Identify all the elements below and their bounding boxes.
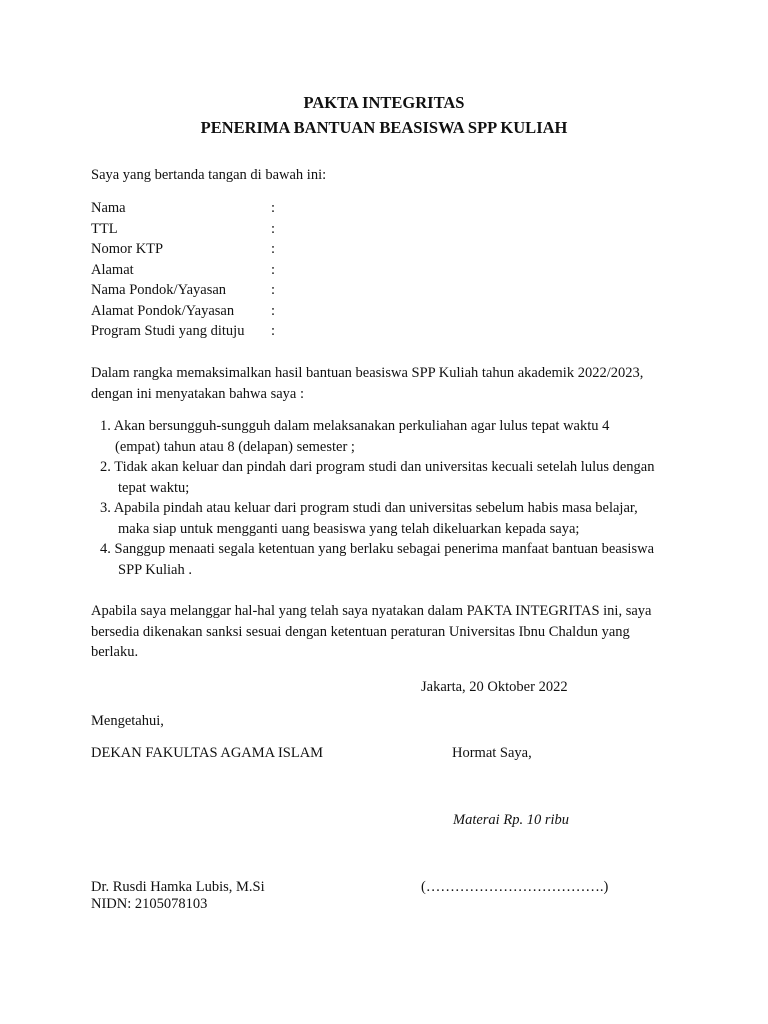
field-label: Nomor KTP: [91, 241, 164, 257]
field-label: Program Studi yang dituju: [91, 323, 245, 339]
stamp-duty-note: Materai Rp. 10 ribu: [453, 812, 569, 828]
statement-line: Dalam rangka memaksimalkan hasil bantuan beasiswa SPP Kuliah tahun akademik 2022/2023,: [91, 365, 644, 381]
list-item-continuation: (empat) tahun atau 8 (delapan) semester ;: [115, 438, 355, 455]
field-colon: :: [271, 220, 276, 237]
dean-nidn: NIDN: 2105078103: [91, 896, 208, 912]
field-colon: :: [271, 282, 276, 298]
list-item: 1. Akan bersungguh-sungguh dalam melaksanakan perkuliahan agar lulus tepat waktu 4: [100, 418, 610, 434]
list-item: 4. Sanggup menaati segala ketentuan yang berlaku sebagai penerima manfaat bantuan beasiswa: [100, 541, 655, 557]
closing-line: Apabila saya melanggar hal-hal yang telah saya nyatakan dalam PAKTA INTEGRITAS ini, saya: [91, 603, 652, 619]
signature-blank: (……………………………….): [421, 879, 609, 895]
closing-line: berlaku.: [91, 644, 139, 660]
dean-name: Dr. Rusdi Hamka Lubis, M.Si: [91, 879, 265, 895]
intro-text: Saya yang bertanda tangan di bawah ini:: [91, 167, 327, 183]
field-label: Alamat Pondok/Yayasan: [91, 302, 235, 319]
acknowledged-label: Mengetahui,: [91, 713, 164, 729]
regards-label: Hormat Saya,: [452, 745, 532, 761]
statement-line: dengan ini menyatakan bahwa saya :: [91, 385, 304, 402]
field-label: Nama Pondok/Yayasan: [91, 282, 227, 298]
list-item: 2. Tidak akan keluar dan pindah dari program studi dan universitas kecuali setelah lulus dengan: [100, 459, 655, 475]
field-colon: :: [271, 200, 276, 216]
dean-title: DEKAN FAKULTAS AGAMA ISLAM: [91, 745, 324, 761]
field-label: Nama: [91, 200, 126, 216]
field-label: Alamat: [91, 261, 134, 278]
place-date: Jakarta, 20 Oktober 2022: [421, 679, 568, 695]
list-item-continuation: tepat waktu;: [118, 479, 190, 496]
closing-line: bersedia dikenakan sanksi sesuai dengan ketentuan peraturan Universitas Ibnu Chaldun yang: [91, 623, 630, 640]
field-colon: :: [271, 261, 276, 278]
field-colon: :: [271, 241, 276, 257]
document-title: PAKTA INTEGRITAS: [303, 93, 465, 112]
field-label: TTL: [91, 220, 118, 237]
field-colon: :: [271, 302, 276, 319]
field-colon: :: [271, 323, 276, 339]
document-subtitle: PENERIMA BANTUAN BEASISWA SPP KULIAH: [200, 118, 568, 137]
list-item-continuation: maka siap untuk mengganti uang beasiswa yang telah dikeluarkan kepada saya;: [118, 520, 580, 537]
list-item: 3. Apabila pindah atau keluar dari program studi dan universitas sebelum habis masa belajar,: [100, 500, 638, 516]
list-item-continuation: SPP Kuliah .: [118, 561, 192, 578]
